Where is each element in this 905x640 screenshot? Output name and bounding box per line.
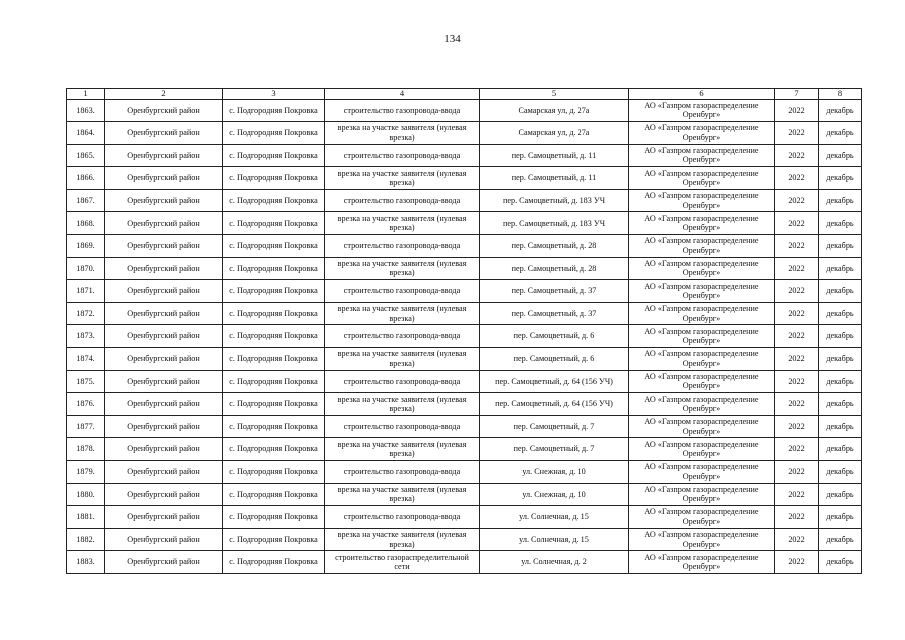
- organization-cell: АО «Газпром газораспределение Оренбург»: [629, 189, 775, 212]
- organization-cell: АО «Газпром газораспределение Оренбург»: [629, 212, 775, 235]
- year-cell: 2022: [775, 144, 819, 167]
- month-cell: декабрь: [819, 483, 862, 506]
- work-type-cell: строительство газопровода-ввода: [325, 506, 480, 529]
- settlement-cell: с. Подгородняя Покровка: [223, 189, 325, 212]
- work-type-cell: врезка на участке заявителя (нулевая врезка): [325, 348, 480, 371]
- month-cell: декабрь: [819, 122, 862, 145]
- organization-cell: АО «Газпром газораспределение Оренбург»: [629, 302, 775, 325]
- district-cell: Оренбургский район: [105, 144, 223, 167]
- month-cell: декабрь: [819, 302, 862, 325]
- address-cell: пер. Самоцветный, д. 6: [480, 348, 629, 371]
- district-cell: Оренбургский район: [105, 212, 223, 235]
- address-cell: пер. Самоцветный, д. 11: [480, 144, 629, 167]
- organization-cell: АО «Газпром газораспределение Оренбург»: [629, 257, 775, 280]
- row-number-cell: 1873.: [67, 325, 105, 348]
- settlement-cell: с. Подгородняя Покровка: [223, 415, 325, 438]
- table-body: [67, 99, 862, 573]
- row-number-cell: 1880.: [67, 483, 105, 506]
- settlement-cell: с. Подгородняя Покровка: [223, 348, 325, 371]
- organization-cell: АО «Газпром газораспределение Оренбург»: [629, 325, 775, 348]
- year-cell: 2022: [775, 212, 819, 235]
- month-cell: декабрь: [819, 438, 862, 461]
- work-type-cell: строительство газопровода-ввода: [325, 280, 480, 303]
- district-cell: Оренбургский район: [105, 370, 223, 393]
- month-cell: декабрь: [819, 551, 862, 574]
- row-number-cell: 1866.: [67, 167, 105, 190]
- work-type-cell: врезка на участке заявителя (нулевая врезка): [325, 122, 480, 145]
- table-row: [67, 99, 862, 122]
- row-number-cell: 1878.: [67, 438, 105, 461]
- organization-cell: АО «Газпром газораспределение Оренбург»: [629, 122, 775, 145]
- year-cell: 2022: [775, 167, 819, 190]
- row-number-cell: 1871.: [67, 280, 105, 303]
- month-cell: декабрь: [819, 212, 862, 235]
- district-cell: Оренбургский район: [105, 483, 223, 506]
- settlement-cell: с. Подгородняя Покровка: [223, 212, 325, 235]
- settlement-cell: с. Подгородняя Покровка: [223, 257, 325, 280]
- address-cell: ул. Снежная, д. 10: [480, 461, 629, 484]
- address-cell: пер. Самоцветный, д. 6: [480, 325, 629, 348]
- table-row: [67, 461, 862, 484]
- address-cell: пер. Самоцветный, д. 7: [480, 438, 629, 461]
- table-row: [67, 551, 862, 574]
- table-row: [67, 393, 862, 416]
- month-cell: декабрь: [819, 393, 862, 416]
- row-number-cell: 1865.: [67, 144, 105, 167]
- work-type-cell: строительство газопровода-ввода: [325, 461, 480, 484]
- table-row: [67, 144, 862, 167]
- address-cell: пер. Самоцветный, д. 11: [480, 167, 629, 190]
- column-header: 1: [67, 89, 105, 100]
- work-type-cell: строительство газопровода-ввода: [325, 415, 480, 438]
- row-number-cell: 1863.: [67, 99, 105, 122]
- page-number: 134: [444, 33, 461, 45]
- settlement-cell: с. Подгородняя Покровка: [223, 528, 325, 551]
- organization-cell: АО «Газпром газораспределение Оренбург»: [629, 551, 775, 574]
- row-number-cell: 1881.: [67, 506, 105, 529]
- row-number-cell: 1872.: [67, 302, 105, 325]
- district-cell: Оренбургский район: [105, 302, 223, 325]
- district-cell: Оренбургский район: [105, 551, 223, 574]
- work-type-cell: строительство газопровода-ввода: [325, 235, 480, 258]
- work-type-cell: строительство газопровода-ввода: [325, 189, 480, 212]
- organization-cell: АО «Газпром газораспределение Оренбург»: [629, 99, 775, 122]
- month-cell: декабрь: [819, 415, 862, 438]
- month-cell: декабрь: [819, 257, 862, 280]
- organization-cell: АО «Газпром газораспределение Оренбург»: [629, 348, 775, 371]
- table-row: [67, 235, 862, 258]
- column-header: 6: [629, 89, 775, 100]
- work-type-cell: строительство газопровода-ввода: [325, 99, 480, 122]
- work-type-cell: врезка на участке заявителя (нулевая врезка): [325, 438, 480, 461]
- settlement-cell: с. Подгородняя Покровка: [223, 506, 325, 529]
- district-cell: Оренбургский район: [105, 415, 223, 438]
- organization-cell: АО «Газпром газораспределение Оренбург»: [629, 280, 775, 303]
- address-cell: пер. Самоцветный, д. 183 УЧ: [480, 212, 629, 235]
- column-number-row: [67, 89, 862, 100]
- table-row: [67, 506, 862, 529]
- district-cell: Оренбургский район: [105, 99, 223, 122]
- district-cell: Оренбургский район: [105, 461, 223, 484]
- settlement-cell: с. Подгородняя Покровка: [223, 325, 325, 348]
- year-cell: 2022: [775, 393, 819, 416]
- district-cell: Оренбургский район: [105, 506, 223, 529]
- district-cell: Оренбургский район: [105, 257, 223, 280]
- column-header: 5: [480, 89, 629, 100]
- table-row: [67, 280, 862, 303]
- year-cell: 2022: [775, 302, 819, 325]
- year-cell: 2022: [775, 370, 819, 393]
- table-row: [67, 528, 862, 551]
- organization-cell: АО «Газпром газораспределение Оренбург»: [629, 528, 775, 551]
- table-row: [67, 122, 862, 145]
- month-cell: декабрь: [819, 235, 862, 258]
- organization-cell: АО «Газпром газораспределение Оренбург»: [629, 461, 775, 484]
- organization-cell: АО «Газпром газораспределение Оренбург»: [629, 415, 775, 438]
- address-cell: ул. Солнечная, д. 2: [480, 551, 629, 574]
- address-cell: пер. Самоцветный, д. 28: [480, 235, 629, 258]
- address-cell: пер. Самоцветный, д. 7: [480, 415, 629, 438]
- address-cell: пер. Самоцветный, д. 64 (156 УЧ): [480, 370, 629, 393]
- table-row: [67, 212, 862, 235]
- year-cell: 2022: [775, 528, 819, 551]
- month-cell: декабрь: [819, 280, 862, 303]
- row-number-cell: 1870.: [67, 257, 105, 280]
- address-cell: ул. Солнечная, д. 15: [480, 506, 629, 529]
- year-cell: 2022: [775, 348, 819, 371]
- year-cell: 2022: [775, 483, 819, 506]
- month-cell: декабрь: [819, 167, 862, 190]
- organization-cell: АО «Газпром газораспределение Оренбург»: [629, 438, 775, 461]
- year-cell: 2022: [775, 551, 819, 574]
- year-cell: 2022: [775, 438, 819, 461]
- organization-cell: АО «Газпром газораспределение Оренбург»: [629, 506, 775, 529]
- district-cell: Оренбургский район: [105, 393, 223, 416]
- table-row: [67, 189, 862, 212]
- district-cell: Оренбургский район: [105, 528, 223, 551]
- month-cell: декабрь: [819, 370, 862, 393]
- table-row: [67, 348, 862, 371]
- month-cell: декабрь: [819, 99, 862, 122]
- organization-cell: АО «Газпром газораспределение Оренбург»: [629, 393, 775, 416]
- work-type-cell: врезка на участке заявителя (нулевая врезка): [325, 257, 480, 280]
- settlement-cell: с. Подгородняя Покровка: [223, 483, 325, 506]
- district-cell: Оренбургский район: [105, 167, 223, 190]
- month-cell: декабрь: [819, 461, 862, 484]
- row-number-cell: 1867.: [67, 189, 105, 212]
- district-cell: Оренбургский район: [105, 189, 223, 212]
- year-cell: 2022: [775, 280, 819, 303]
- month-cell: декабрь: [819, 144, 862, 167]
- row-number-cell: 1874.: [67, 348, 105, 371]
- table-row: [67, 302, 862, 325]
- column-header: 3: [223, 89, 325, 100]
- organization-cell: АО «Газпром газораспределение Оренбург»: [629, 483, 775, 506]
- work-type-cell: врезка на участке заявителя (нулевая врезка): [325, 528, 480, 551]
- row-number-cell: 1869.: [67, 235, 105, 258]
- settlement-cell: с. Подгородняя Покровка: [223, 461, 325, 484]
- address-cell: пер. Самоцветный, д. 28: [480, 257, 629, 280]
- year-cell: 2022: [775, 415, 819, 438]
- month-cell: декабрь: [819, 189, 862, 212]
- row-number-cell: 1879.: [67, 461, 105, 484]
- work-type-cell: врезка на участке заявителя (нулевая врезка): [325, 212, 480, 235]
- work-type-cell: строительство газопровода-ввода: [325, 144, 480, 167]
- address-cell: пер. Самоцветный, д. 64 (156 УЧ): [480, 393, 629, 416]
- district-cell: Оренбургский район: [105, 348, 223, 371]
- settlement-cell: с. Подгородняя Покровка: [223, 122, 325, 145]
- address-cell: пер. Самоцветный, д. 183 УЧ: [480, 189, 629, 212]
- table-row: [67, 257, 862, 280]
- address-cell: Самарская ул, д. 27а: [480, 122, 629, 145]
- table-row: [67, 438, 862, 461]
- address-cell: Самарская ул, д. 27а: [480, 99, 629, 122]
- year-cell: 2022: [775, 235, 819, 258]
- settlement-cell: с. Подгородняя Покровка: [223, 167, 325, 190]
- month-cell: декабрь: [819, 506, 862, 529]
- organization-cell: АО «Газпром газораспределение Оренбург»: [629, 235, 775, 258]
- year-cell: 2022: [775, 506, 819, 529]
- settlement-cell: с. Подгородняя Покровка: [223, 280, 325, 303]
- row-number-cell: 1868.: [67, 212, 105, 235]
- organization-cell: АО «Газпром газораспределение Оренбург»: [629, 167, 775, 190]
- row-number-cell: 1864.: [67, 122, 105, 145]
- work-type-cell: врезка на участке заявителя (нулевая врезка): [325, 483, 480, 506]
- organization-cell: АО «Газпром газораспределение Оренбург»: [629, 144, 775, 167]
- district-cell: Оренбургский район: [105, 280, 223, 303]
- district-cell: Оренбургский район: [105, 122, 223, 145]
- district-cell: Оренбургский район: [105, 235, 223, 258]
- row-number-cell: 1883.: [67, 551, 105, 574]
- address-cell: пер. Самоцветный, д. 37: [480, 302, 629, 325]
- work-type-cell: врезка на участке заявителя (нулевая врезка): [325, 302, 480, 325]
- table-row: [67, 167, 862, 190]
- row-number-cell: 1877.: [67, 415, 105, 438]
- year-cell: 2022: [775, 325, 819, 348]
- register-table: [66, 88, 862, 574]
- settlement-cell: с. Подгородняя Покровка: [223, 438, 325, 461]
- settlement-cell: с. Подгородняя Покровка: [223, 551, 325, 574]
- address-cell: ул. Солнечная, д. 15: [480, 528, 629, 551]
- row-number-cell: 1882.: [67, 528, 105, 551]
- settlement-cell: с. Подгородняя Покровка: [223, 235, 325, 258]
- table-row: [67, 415, 862, 438]
- year-cell: 2022: [775, 189, 819, 212]
- work-type-cell: строительство газопровода-ввода: [325, 370, 480, 393]
- table-row: [67, 483, 862, 506]
- column-header: 4: [325, 89, 480, 100]
- settlement-cell: с. Подгородняя Покровка: [223, 393, 325, 416]
- month-cell: декабрь: [819, 325, 862, 348]
- work-type-cell: строительство газопровода-ввода: [325, 325, 480, 348]
- settlement-cell: с. Подгородняя Покровка: [223, 370, 325, 393]
- year-cell: 2022: [775, 122, 819, 145]
- work-type-cell: врезка на участке заявителя (нулевая врезка): [325, 393, 480, 416]
- year-cell: 2022: [775, 99, 819, 122]
- month-cell: декабрь: [819, 348, 862, 371]
- month-cell: декабрь: [819, 528, 862, 551]
- organization-cell: АО «Газпром газораспределение Оренбург»: [629, 370, 775, 393]
- column-header: 8: [819, 89, 862, 100]
- row-number-cell: 1875.: [67, 370, 105, 393]
- year-cell: 2022: [775, 257, 819, 280]
- year-cell: 2022: [775, 461, 819, 484]
- settlement-cell: с. Подгородняя Покровка: [223, 144, 325, 167]
- district-cell: Оренбургский район: [105, 438, 223, 461]
- table-row: [67, 325, 862, 348]
- settlement-cell: с. Подгородняя Покровка: [223, 99, 325, 122]
- district-cell: Оренбургский район: [105, 325, 223, 348]
- address-cell: пер. Самоцветный, д. 37: [480, 280, 629, 303]
- table-row: [67, 370, 862, 393]
- settlement-cell: с. Подгородняя Покровка: [223, 302, 325, 325]
- work-type-cell: врезка на участке заявителя (нулевая врезка): [325, 167, 480, 190]
- address-cell: ул. Снежная, д. 10: [480, 483, 629, 506]
- column-header: 2: [105, 89, 223, 100]
- column-header: 7: [775, 89, 819, 100]
- row-number-cell: 1876.: [67, 393, 105, 416]
- work-type-cell: строительство газораспределительной сети: [325, 551, 480, 574]
